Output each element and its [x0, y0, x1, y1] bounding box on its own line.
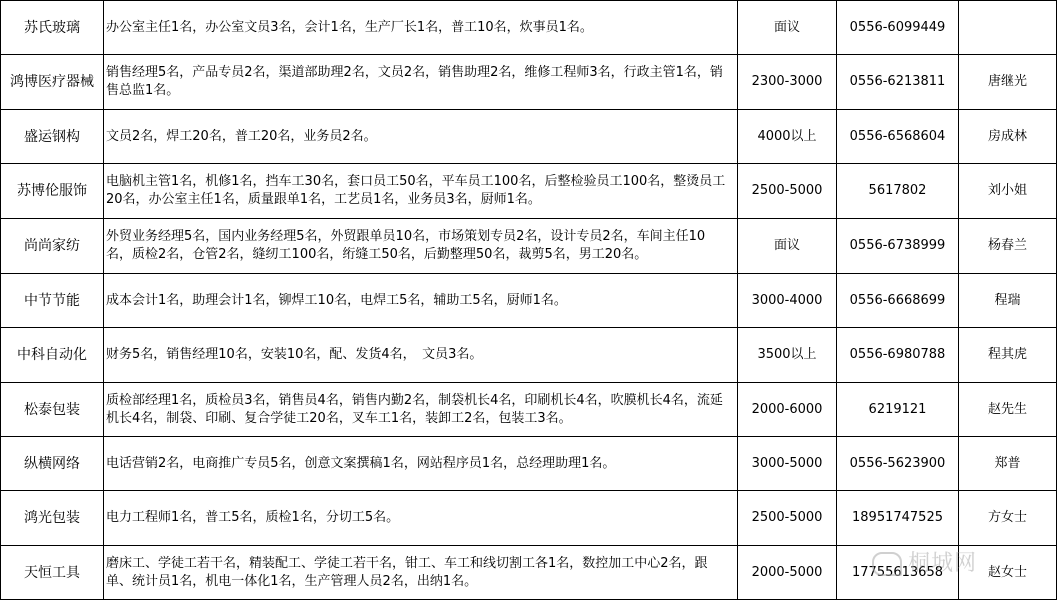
salary-cell: 3000-4000: [738, 274, 837, 328]
phone-cell: 0556-6568604: [837, 110, 959, 164]
table-row: [1, 274, 1057, 328]
jobs-cell: 文员2名，焊工20名，普工20名，业务员2名。: [104, 110, 738, 164]
company-cell: 尚尚家纺: [1, 219, 104, 274]
company-cell: 中节节能: [1, 274, 104, 328]
jobs-cell: 磨床工、学徒工若干名，精装配工、学徒工若干名，钳工、车工和线切割工各1名，数控加工中心2名，跟单、统计员1名，机电一体化1名，生产管理人员2名，出纳1名。: [104, 546, 738, 600]
phone-cell: 0556-5623900: [837, 437, 959, 491]
table-row: [1, 110, 1057, 164]
jobs-cell: 电脑机主管1名，机修1名，挡车工30名，套口员工50名，平车员工100名，后整检验员工100名，整烫员工20名，办公室主任1名，质量跟单1名，工艺员1名，业务员3名，厨师1名。: [104, 164, 738, 219]
contact-cell: 唐继光: [959, 55, 1057, 110]
job-listings-body: [1, 1, 1057, 600]
watermark-logo: [872, 546, 977, 577]
salary-cell: 面议: [738, 1, 837, 55]
company-cell: 鸿光包装: [1, 491, 104, 546]
contact-cell: 赵先生: [959, 383, 1057, 437]
salary-cell: 3000-5000: [738, 437, 837, 491]
jobs-cell: 财务5名，销售经理10名，安装10名，配、发货4名， 文员3名。: [104, 328, 738, 383]
salary-cell: 4000以上: [738, 110, 837, 164]
contact-cell: 刘小姐: [959, 164, 1057, 219]
phone-cell: 0556-6099449: [837, 1, 959, 55]
table-row: [1, 1, 1057, 55]
jobs-cell: 质检部经理1名，质检员3名，销售员4名，销售内勤2名，制袋机长4名，印刷机长4名，吹膜机长4名，流延机长4名，制袋、印刷、复合学徒工20名，叉车工1名，装卸工2名，包装工3名。: [104, 383, 738, 437]
contact-cell: 程瑞: [959, 274, 1057, 328]
salary-cell: 2000-5000: [738, 546, 837, 600]
table-row: [1, 437, 1057, 491]
watermark-text: 桐城网: [908, 551, 978, 576]
jobs-cell: 办公室主任1名，办公室文员3名，会计1名，生产厂长1名，普工10名，炊事员1名。: [104, 1, 738, 55]
contact-cell: 房成林: [959, 110, 1057, 164]
contact-cell: 赵女士: [959, 546, 1057, 600]
salary-cell: 2000-6000: [738, 383, 837, 437]
table-row: [1, 164, 1057, 219]
company-cell: 苏氏玻璃: [1, 1, 104, 55]
jobs-cell: 成本会计1名，助理会计1名，铆焊工10名，电焊工5名，辅助工5名，厨师1名。: [104, 274, 738, 328]
table-row: [1, 219, 1057, 274]
phone-cell: 0556-6668699: [837, 274, 959, 328]
table-row: [1, 55, 1057, 110]
contact-cell: 郑普: [959, 437, 1057, 491]
company-cell: 鸿博医疗器械: [1, 55, 104, 110]
company-cell: 苏博伦服饰: [1, 164, 104, 219]
company-cell: 天恒工具: [1, 546, 104, 600]
phone-cell: 17755613658: [837, 546, 959, 600]
jobs-cell: 电话营销2名，电商推广专员5名，创意文案撰稿1名，网站程序员1名，总经理助理1名。: [104, 437, 738, 491]
phone-cell: 18951747525: [837, 491, 959, 546]
jobs-cell: 外贸业务经理5名，国内业务经理5名，外贸跟单员10名，市场策划专员2名，设计专员2名，车间主任10名，质检2名，仓管2名，缝纫工100名，绗缝工50名，后勤整理50名，裁剪5名，男工20名。: [104, 219, 738, 274]
phone-cell: 5617802: [837, 164, 959, 219]
jobs-cell: 电力工程师1名，普工5名，质检1名，分切工5名。: [104, 491, 738, 546]
contact-cell: 杨春兰: [959, 219, 1057, 274]
salary-cell: 2500-5000: [738, 491, 837, 546]
phone-cell: 6219121: [837, 383, 959, 437]
table-row: [1, 491, 1057, 546]
salary-cell: 3500以上: [738, 328, 837, 383]
table-row: [1, 328, 1057, 383]
company-cell: 纵横网络: [1, 437, 104, 491]
contact-cell: [959, 1, 1057, 55]
company-cell: 中科自动化: [1, 328, 104, 383]
company-cell: 松泰包装: [1, 383, 104, 437]
watermark-icon: [872, 552, 902, 576]
jobs-cell: 销售经理5名，产品专员2名，渠道部助理2名，文员2名，销售助理2名，维修工程师3名，行政主管1名，销售总监1名。: [104, 55, 738, 110]
phone-cell: 0556-6738999: [837, 219, 959, 274]
salary-cell: 2300-3000: [738, 55, 837, 110]
contact-cell: 程其虎: [959, 328, 1057, 383]
phone-cell: 0556-6213811: [837, 55, 959, 110]
phone-cell: 0556-6980788: [837, 328, 959, 383]
company-cell: 盛运钢构: [1, 110, 104, 164]
salary-cell: 2500-5000: [738, 164, 837, 219]
table-row: [1, 383, 1057, 437]
salary-cell: 面议: [738, 219, 837, 274]
contact-cell: 方女士: [959, 491, 1057, 546]
